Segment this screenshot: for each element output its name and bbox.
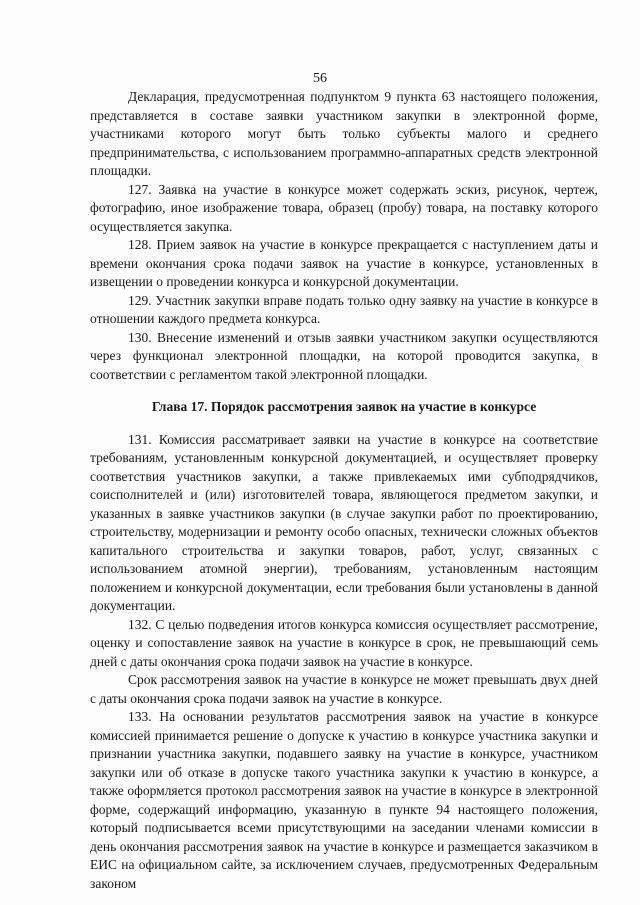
paragraph-declaration: Декларация, предусмотренная подпунктом 9 пункта 63 настоящего положения, представляется в составе заявки участником закупки в электронной форме, участниками которого могут быть только субъекты малого и среднего предпринимательства, с использованием программно-аппаратных средств электронной площадки.	[90, 89, 598, 178]
paragraph-128: 128. Прием заявок на участие в конкурсе прекращается с наступлением даты и времени окончания срока подачи заявок на участие в конкурсе, установленных в извещении о проведении конкурса и конкурсной документации.	[90, 237, 598, 289]
chapter-heading: Глава 17. Порядок рассмотрения заявок на участие в конкурсе	[151, 399, 537, 414]
chapter-content	[90, 431, 598, 894]
paragraph-131: 131. Комиссия рассматривает заявки на участие в конкурсе на соответствие требованиям, установленным конкурсной документацией, и осуществляет проверку соответствия участников закупки, а также привлекаемых ими субподрядчиков, соисполнителей и (или) изготовителей товара, являющегося предметом закупки, и указанных в заявке участников закупки (в случае закупки работ по проектированию, строительству, модернизации и ремонту особо опасных, технически сложных объектов капитального строительства и закупки товаров, работ, услуг, связанных с использованием атомной энергии), требованиям, установленным настоящим положением и конкурсной документации, если требования были установлены в данной документации.	[90, 431, 598, 613]
document-body	[90, 88, 598, 893]
page-number: 56	[313, 71, 327, 86]
paragraph-review-period: Срок рассмотрения заявок на участие в конкурсе не может превышать двух дней с даты окончания срока подачи заявок на участие в конкурсе.	[90, 672, 598, 706]
paragraph-130: 130. Внесение изменений и отзыв заявки участником закупки осуществляются через функционал электронной площадки, на которой проводится закупка, в соответствии с регламентом такой электронной площадки.	[90, 329, 598, 382]
paragraph-132: 132. С целью подведения итогов конкурса комиссия осуществляет рассмотрение, оценку и сопоставление заявок на участие в конкурсе в срок, не превышающий семь дней с даты окончания срока подачи заявок на участие в конкурсе.	[90, 616, 598, 669]
paragraph-133: 133. На основании результатов рассмотрения заявок на участие в конкурсе комиссией принимается решение о допуске к участию в конкурсе участника закупки и признании участника закупки, подавшего заявку на участие в конкурсе, участником закупки или об отказе в допуске такого участника закупки к участию в конкурсе, а также оформляется протокол рассмотрения заявок на участие в конкурсе в электронной форме, содержащий информацию, указанную в пункте 94 настоящего положения, который подписывается всеми присутствующими на заседании членами комиссии в день окончания рассмотрения заявок на участие в конкурсе и размещается заказчиком в ЕИС на официальном сайте, за исключением случаев, предусмотренных Федеральным законом	[90, 709, 598, 891]
paragraph-127: 127. Заявка на участие в конкурсе может содержать эскиз, рисунок, чертеж, фотографию, иное изображение товара, образец (пробу) товара, на поставку которого осуществляется закупка.	[90, 181, 598, 234]
paragraph-129: 129. Участник закупки вправе подать только одну заявку на участие в конкурсе в отношении каждого предмета конкурса.	[90, 292, 598, 326]
